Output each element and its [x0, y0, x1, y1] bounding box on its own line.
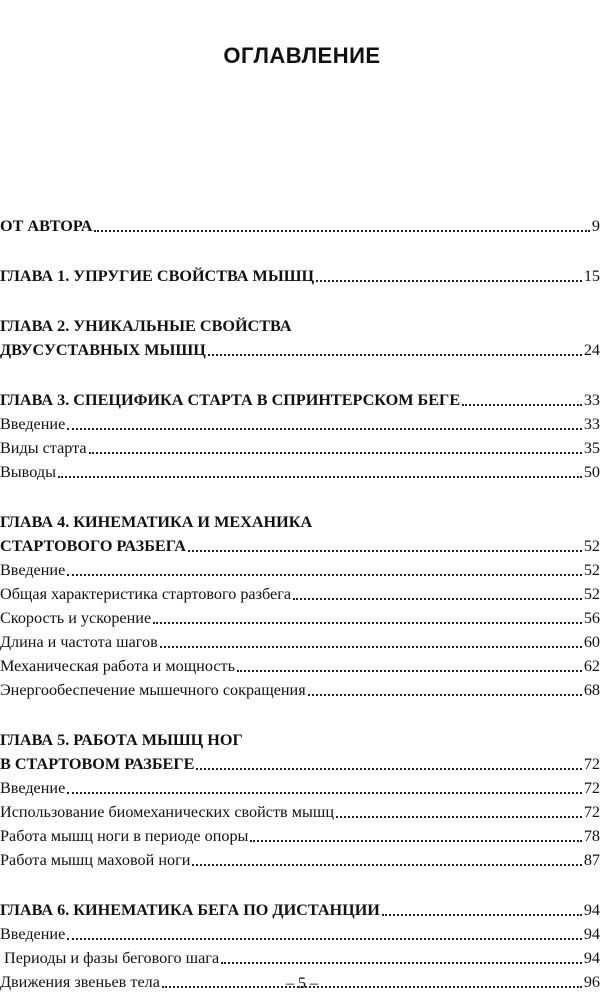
toc-page-number: 52: [583, 537, 600, 555]
toc-entry-label: В СТАРТОВОМ РАЗБЕГЕ: [0, 755, 195, 773]
toc-page-number: 72: [583, 803, 600, 821]
dot-leader: [58, 476, 582, 478]
group-spacer: [0, 700, 600, 726]
toc-entry-label: ГЛАВА 3. СПЕЦИФИКА СТАРТА В СПРИНТЕРСКОМ БЕГЕ: [0, 391, 461, 409]
toc-page-number: 72: [583, 755, 600, 773]
toc-entry-label: СТАРТОВОГО РАЗБЕГА: [0, 537, 186, 555]
toc-entry-label: ГЛАВА 2. УНИКАЛЬНЫЕ СВОЙСТВА: [0, 317, 292, 335]
toc-page-number: 96: [583, 973, 600, 991]
toc-page-number: 33: [583, 415, 600, 433]
dot-leader: [308, 694, 582, 696]
toc-page-number: 56: [583, 609, 600, 627]
dot-leader: [196, 768, 581, 770]
dot-leader: [316, 280, 582, 282]
toc-page-number: 52: [583, 585, 600, 603]
toc-entry-label: Введение: [0, 925, 66, 943]
page-number: – 5 –: [286, 975, 318, 992]
dot-leader: [208, 354, 582, 356]
toc-chapter-entry[interactable]: [0, 336, 600, 360]
toc-entry-label: Работа мышц маховой ноги: [0, 851, 191, 869]
toc-section-entry[interactable]: [0, 798, 600, 822]
dot-leader: [188, 550, 582, 552]
dot-leader: [192, 864, 581, 866]
dot-leader: [462, 404, 582, 406]
toc-page-number: 62: [583, 657, 600, 675]
toc-chapter-entry[interactable]: [0, 508, 600, 532]
toc-chapter-entry[interactable]: [0, 312, 600, 336]
toc-entry-label: Механическая работа и мощность: [0, 657, 235, 675]
dot-leader: [250, 840, 581, 842]
group-spacer: [0, 482, 600, 508]
toc-entry-label: Движения звеньев тела: [0, 973, 160, 991]
toc-section-entry[interactable]: [0, 944, 600, 968]
dot-leader: [153, 622, 582, 624]
toc-entry-label: ГЛАВА 5. РАБОТА МЫШЦ НОГ: [0, 731, 243, 749]
toc-section-entry[interactable]: [0, 434, 600, 458]
toc-chapter-entry[interactable]: [0, 750, 600, 774]
dot-leader: [293, 598, 582, 600]
group-spacer: [0, 286, 600, 312]
toc-entry-label: Энергообеспечение мышечного сокращения: [0, 681, 306, 699]
toc-section-entry[interactable]: [0, 774, 600, 798]
toc-page-number: 33: [583, 391, 600, 409]
toc-page-number: 68: [583, 681, 600, 699]
dot-leader: [67, 574, 582, 576]
toc-page-number: 35: [583, 439, 600, 457]
toc-chapter-entry[interactable]: [0, 212, 600, 236]
toc-entry-label: ОТ АВТОРА: [0, 217, 93, 235]
toc-section-entry[interactable]: [0, 628, 600, 652]
toc-entry-label: Использование биомеханических свойств мышц: [0, 803, 334, 821]
toc-entry-label: Введение: [0, 561, 66, 579]
toc-entry-label: Общая характеристика стартового разбега: [0, 585, 292, 603]
toc-chapter-entry[interactable]: [0, 896, 600, 920]
toc-section-entry[interactable]: [0, 652, 600, 676]
toc-entry-label: ГЛАВА 1. УПРУГИЕ СВОЙСТВА МЫШЦ: [0, 267, 315, 285]
toc-chapter-entry[interactable]: [0, 262, 600, 286]
dot-leader: [89, 452, 582, 454]
dot-leader: [382, 914, 582, 916]
toc-section-entry[interactable]: [0, 410, 600, 434]
toc-entry-label: ГЛАВА 6. КИНЕМАТИКА БЕГА ПО ДИСТАНЦИИ: [0, 901, 380, 919]
toc-chapter-entry[interactable]: [0, 726, 600, 750]
dot-leader: [221, 962, 582, 964]
toc-section-entry[interactable]: [0, 580, 600, 604]
toc-entry-label: Работа мышц ноги в периоде опоры: [0, 827, 249, 845]
dot-leader: [67, 428, 582, 430]
toc-page-number: 60: [583, 633, 600, 651]
toc-section-entry[interactable]: [0, 846, 600, 870]
toc-section-entry[interactable]: [0, 676, 600, 700]
toc-entry-label: Виды старта: [0, 439, 87, 457]
dot-leader: [67, 938, 582, 940]
toc-entry-label: Введение: [0, 779, 66, 797]
toc-page-number: 94: [583, 949, 600, 967]
toc-page-number: 94: [583, 925, 600, 943]
toc-section-entry[interactable]: [0, 920, 600, 944]
toc-section-entry[interactable]: [0, 458, 600, 482]
toc-section-entry[interactable]: [0, 556, 600, 580]
toc-page-number: 87: [583, 851, 600, 869]
toc-page-number: 50: [583, 463, 600, 481]
toc-page-number: 15: [583, 267, 600, 285]
toc-section-entry[interactable]: [0, 822, 600, 846]
toc-chapter-entry[interactable]: [0, 532, 600, 556]
toc-entry-label: Скорость и ускорение: [0, 609, 152, 627]
toc-entry-label: Длина и частота шагов: [0, 633, 158, 651]
toc-entry-label: Периоды и фазы бегового шага: [4, 949, 220, 967]
table-of-contents: [0, 212, 600, 992]
toc-entry-label: ГЛАВА 4. КИНЕМАТИКА И МЕХАНИКА: [0, 513, 313, 531]
toc-page-number: 72: [583, 779, 600, 797]
toc-page-number: 9: [591, 217, 600, 235]
toc-entry-label: Введение: [0, 415, 66, 433]
dot-leader: [94, 230, 590, 232]
dot-leader: [160, 646, 582, 648]
group-spacer: [0, 236, 600, 262]
toc-page-number: 94: [583, 901, 600, 919]
group-spacer: [0, 870, 600, 896]
toc-page-number: 24: [583, 341, 600, 359]
group-spacer: [0, 360, 600, 386]
toc-section-entry[interactable]: [0, 604, 600, 628]
dot-leader: [67, 792, 582, 794]
dot-leader: [336, 816, 582, 818]
dot-leader: [237, 670, 582, 672]
toc-chapter-entry[interactable]: [0, 386, 600, 410]
toc-page-number: 78: [583, 827, 600, 845]
page-title: ОГЛАВЛЕНИЕ: [223, 43, 381, 68]
toc-page-number: 52: [583, 561, 600, 579]
toc-entry-label: ДВУСУСТАВНЫХ МЫШЦ: [0, 341, 206, 359]
toc-entry-label: Выводы: [0, 463, 56, 481]
